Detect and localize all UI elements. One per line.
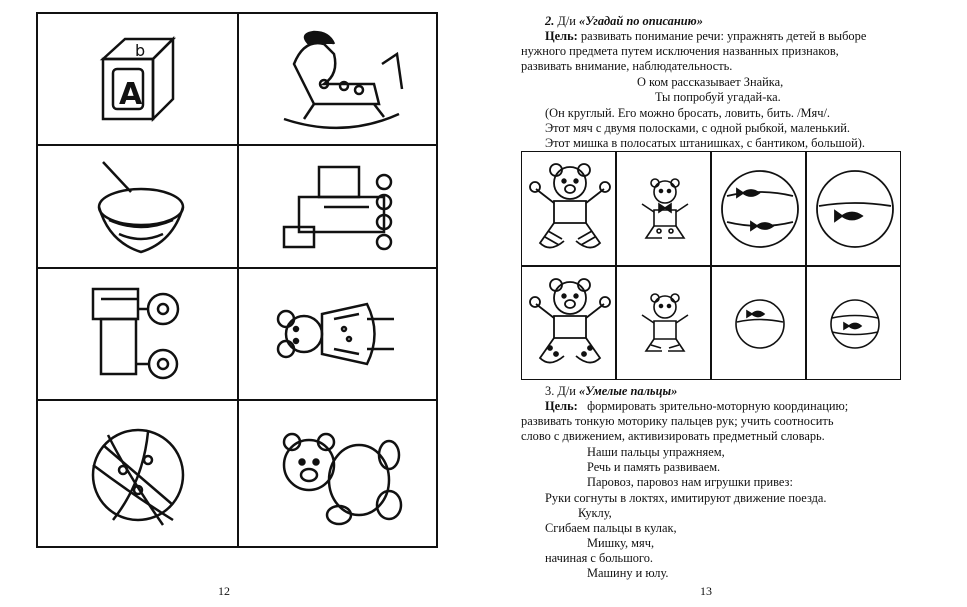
verse-line: Машину и юлу. [587, 566, 669, 580]
game3-title: «Умелые пальцы» [579, 384, 678, 398]
grid-cell [38, 14, 237, 144]
goal-text: нужного предмета путем исключения названных признаков, [521, 44, 839, 58]
description-line: Этот мяч с двумя полосками, с одной рыбкой, маленький. [545, 121, 850, 135]
verse-line: Мишку, мяч, [587, 536, 655, 550]
picture-cell [522, 267, 617, 380]
big-ball-one-fish-icon [812, 166, 898, 252]
game2-goal [545, 29, 866, 44]
goal-text: развивать тонкую моторику пальцев рук; учить соотносить [521, 414, 834, 428]
game2-number: 2. [545, 14, 555, 28]
verse-line: Куклу, [578, 506, 612, 520]
grid-cell [38, 146, 237, 267]
grid-cell [239, 269, 438, 399]
grid-cell [239, 14, 438, 144]
game2-prefix: Д/и [557, 14, 576, 28]
goal-label: Цель: [545, 399, 578, 413]
small-ball-fish-icon [732, 296, 788, 352]
goal-text: развивать понимание речи: упражнять детей в выборе [580, 29, 867, 43]
ball-icon [63, 420, 213, 530]
small-ball-fish-stripes-icon [827, 296, 883, 352]
doll-icon [264, 279, 414, 389]
big-bear-spotted-pants-icon [526, 274, 614, 374]
game3-number: 3. [545, 384, 555, 398]
verse-instruction: Руки согнуты в локтях, имитируют движение поезда. [545, 491, 827, 505]
teddy-bear-icon [264, 420, 414, 530]
toy-truck-icon [63, 279, 213, 389]
big-ball-two-fish-icon [717, 166, 803, 252]
description-line: Этот мишка в полосатых штанишках, с бантиком, большой). [545, 136, 865, 150]
poem-line: Ты попробуй угадай-ка. [655, 90, 781, 104]
block-letter-a: A [118, 77, 142, 112]
abc-block-icon [63, 24, 213, 134]
small-bear-bow-icon [635, 176, 695, 242]
grid-cell [239, 401, 438, 548]
rocking-horse-icon [264, 24, 414, 134]
picture-cell [712, 267, 807, 380]
poem-line: О ком рассказывает Знайка, [637, 75, 784, 89]
picture-cell [522, 152, 617, 265]
page-number: 12 [218, 584, 230, 598]
picture-cell [617, 267, 712, 380]
picture-cell [712, 152, 807, 265]
game2-heading [545, 14, 703, 29]
description-line: (Он круглый. Его можно бросать, ловить, бить. /Мяч/. [545, 106, 831, 120]
goal-text: слово с движением, активизировать предметный словарь. [521, 429, 825, 443]
left-picture-grid [36, 12, 438, 548]
game3-heading [545, 384, 677, 399]
goal-label: Цель: [545, 29, 578, 43]
toy-train-icon [264, 152, 414, 262]
block-letter-b: b [134, 41, 145, 60]
verse-line: Наши пальцы упражняем, [587, 445, 725, 459]
spinning-top-icon [63, 152, 213, 262]
game2-title: «Угадай по описанию» [579, 14, 703, 28]
verse-line: Речь и память развиваем. [587, 460, 721, 474]
page-number: 13 [700, 584, 712, 598]
picture-cell [807, 152, 902, 265]
verse-instruction: Сгибаем пальцы в кулак, [545, 521, 677, 535]
picture-cell [617, 152, 712, 265]
goal-text: развивать внимание, наблюдательность. [521, 59, 733, 73]
grid-cell [38, 269, 237, 399]
grid-cell [239, 146, 438, 267]
goal-text: формировать зрительно-моторную координацию; [587, 399, 849, 413]
verse-instruction: начиная с большого. [545, 551, 653, 565]
picture-cell [807, 267, 902, 380]
big-bear-striped-pants-icon [526, 159, 614, 259]
verse-line: Паровоз, паровоз нам игрушки привез: [587, 475, 793, 489]
game3-goal [545, 399, 848, 414]
game3-prefix: Д/и [557, 384, 576, 398]
picture-grid [521, 151, 901, 380]
grid-cell [38, 401, 237, 548]
small-bear-icon [635, 291, 695, 357]
